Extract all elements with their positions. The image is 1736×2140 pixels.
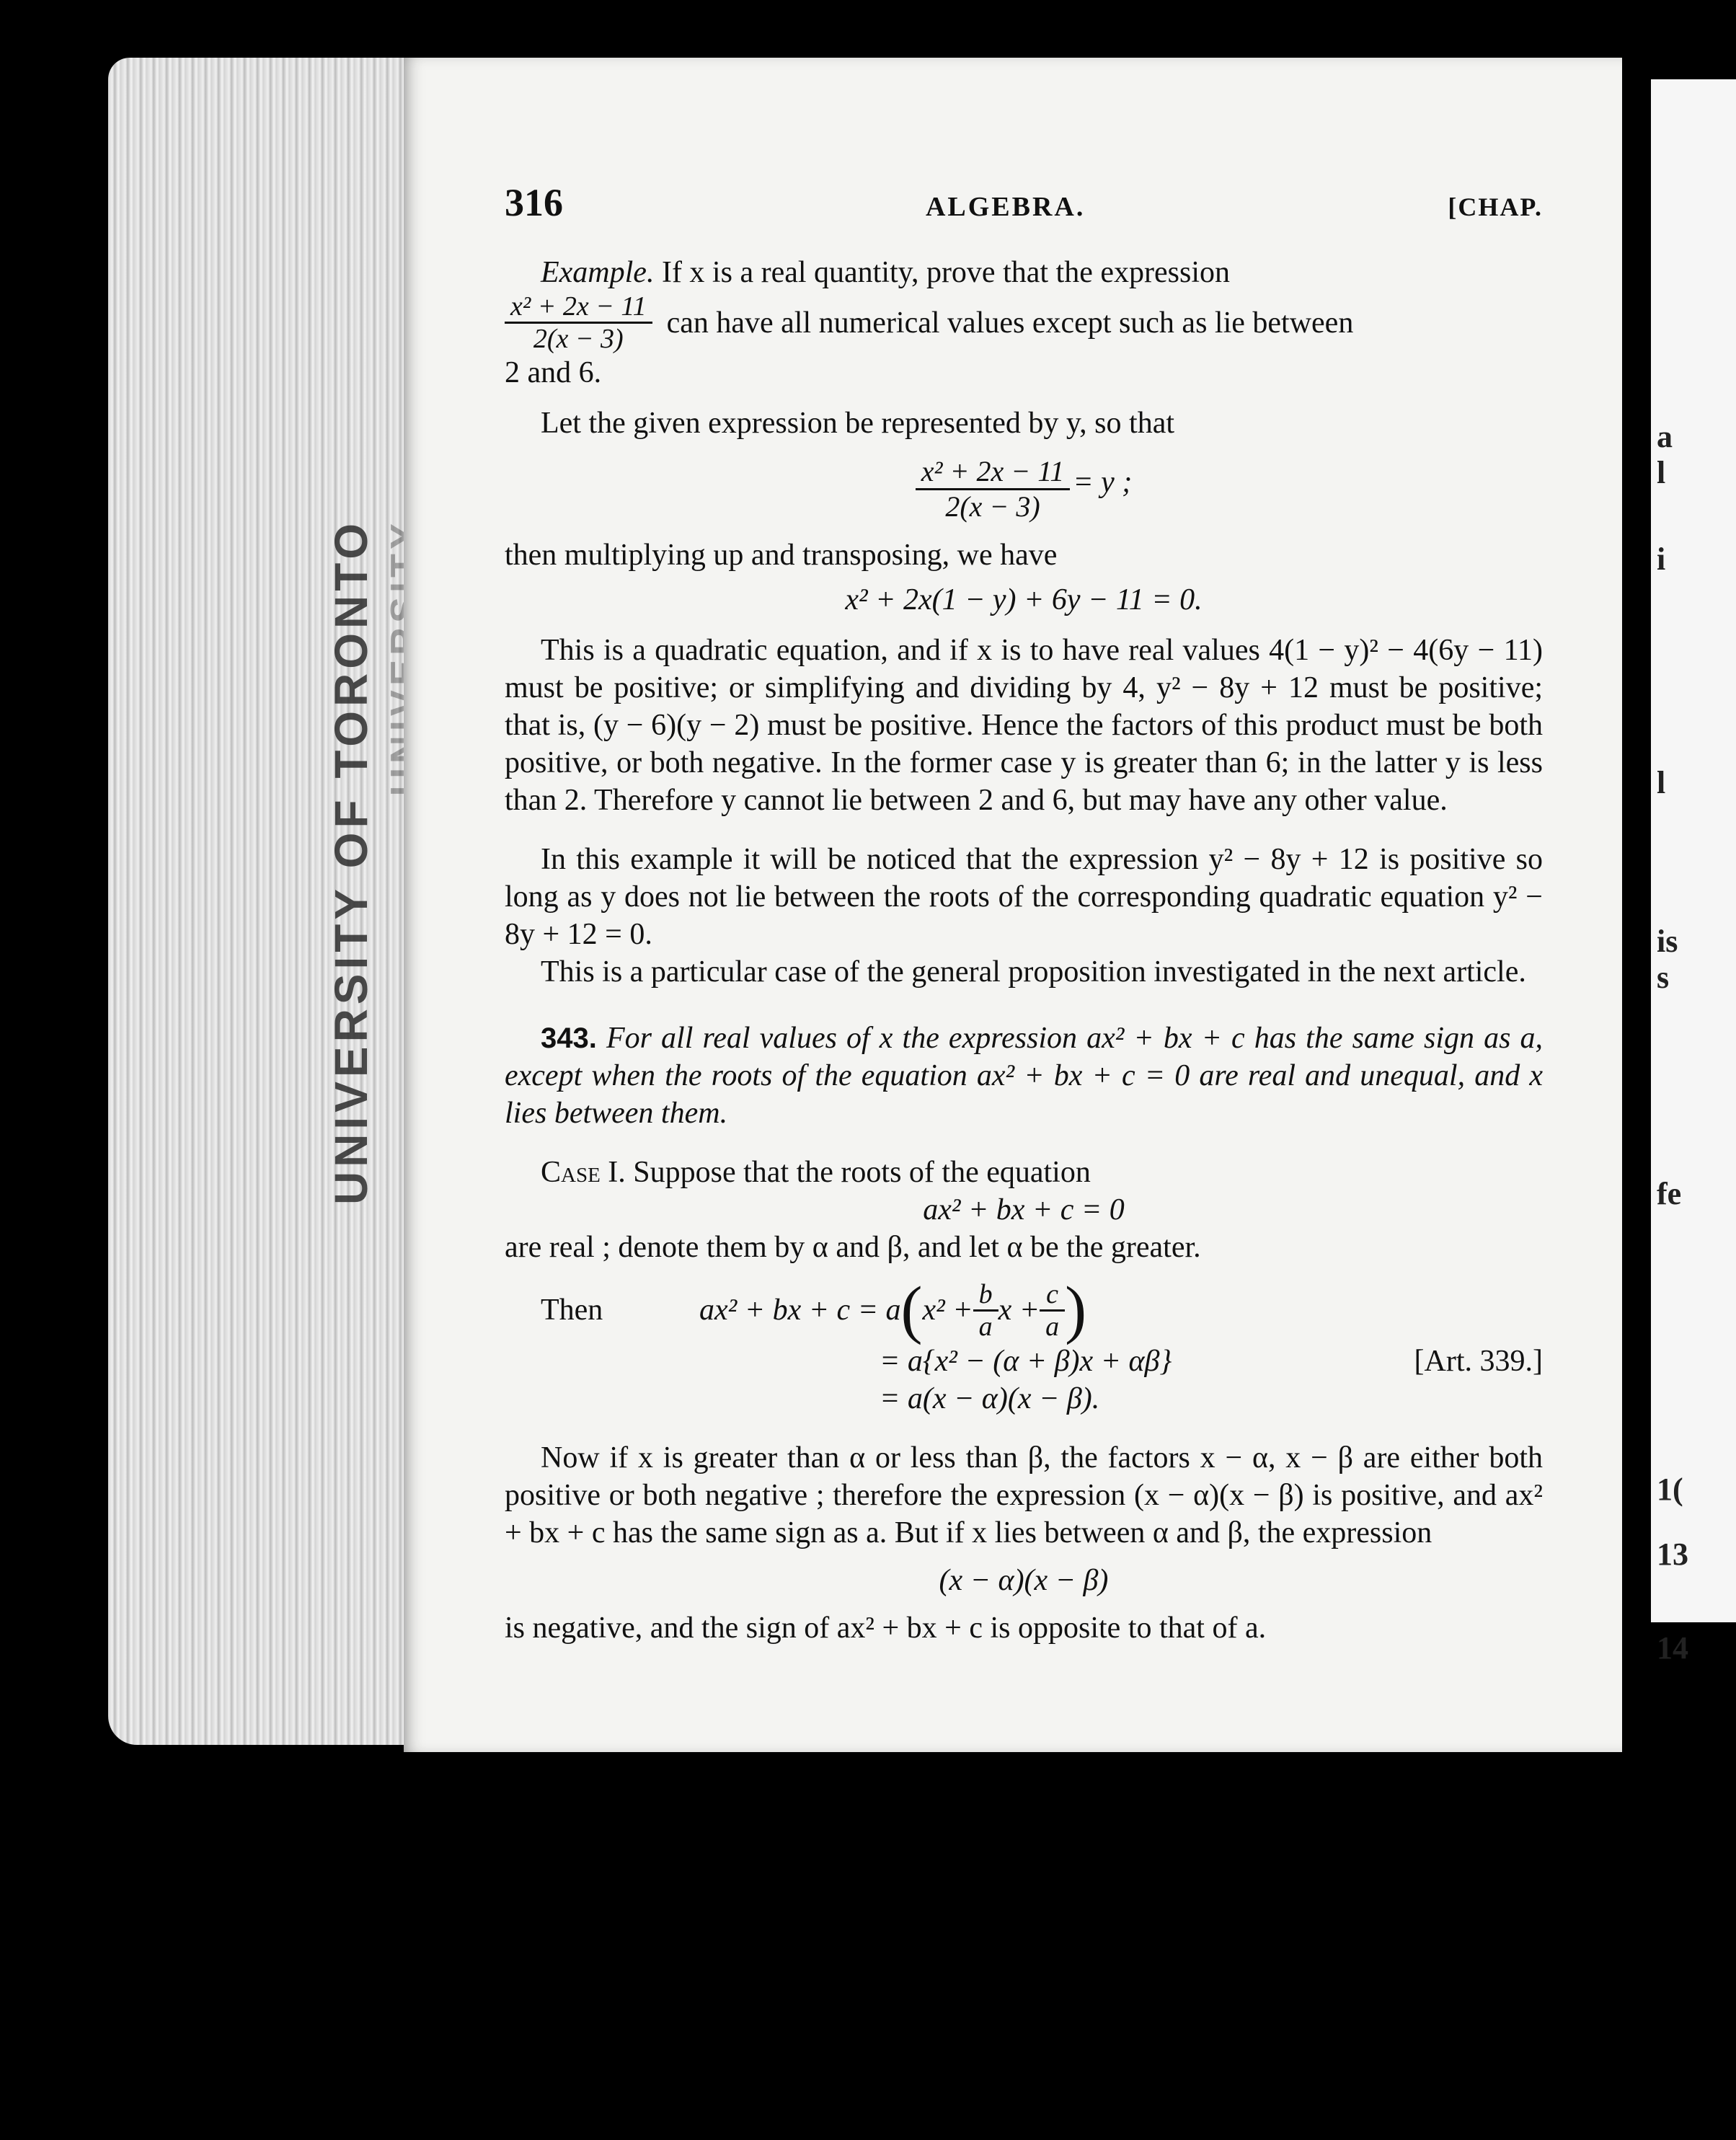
paragraph-3: This is a quadratic equation, and if x is to have real values 4(1 − y)² − 4(6y − 11) must be positive; or simplifying and dividing by 4, y² − 8y + 12 must be positive; that is, (y − 6)(y − 2) must be positive. Hence the factors of this product must be both positive, or both negative. In the former case y is greater than 6; in the latter y is less than 2. Therefore y cannot lie between 2 and 6, but may have any other value. <box>505 634 1543 817</box>
case-1-label: Case I. <box>541 1156 626 1189</box>
book-page-edges <box>108 58 404 1745</box>
article-343 <box>505 1020 1543 1132</box>
case-1 <box>505 1154 1543 1191</box>
paragraph-7: Now if x is greater than α or less than β, the factors x − α, x − β are either both positive or both negative ; therefore the expression (x − α)(x − β) is positive, and ax² + bx + c has the same sign as a. But if x lies between α and β, the expression <box>505 1441 1543 1549</box>
fraction-c-over-a <box>1040 1279 1065 1342</box>
chapter-marker: [CHAP. <box>1448 193 1543 221</box>
facing-page-letter: l <box>1657 455 1666 490</box>
then-derivation-line-3: = a(x − α)(x − β). <box>880 1382 1100 1415</box>
page-content <box>505 180 1543 1647</box>
fraction-b-denominator: a <box>978 1311 993 1342</box>
equation-1-fraction <box>916 455 1071 523</box>
equation-1 <box>505 455 1543 523</box>
paragraph-1: Let the given expression be represented by y, so that <box>541 407 1175 440</box>
article-number: 343. <box>541 1022 597 1054</box>
facing-page-letter: 1( <box>1657 1472 1683 1507</box>
example-end: 2 and 6. <box>505 356 602 389</box>
left-paren: ( <box>900 1274 923 1345</box>
case-1-text: Suppose that the roots of the equation <box>633 1156 1091 1189</box>
then-line-2: = a{x² − (α + β)x + αβ} <box>880 1345 1172 1378</box>
right-paren: ) <box>1065 1274 1087 1345</box>
then-x2: x² + <box>922 1294 973 1327</box>
paragraph-8: is negative, and the sign of ax² + bx + c is opposite to that of a. <box>505 1611 1267 1645</box>
then-derivation-line-2 <box>880 1343 1543 1380</box>
equation-4: (x − α)(x − β) <box>939 1564 1109 1597</box>
example-statement <box>505 254 1543 392</box>
example-fraction-denominator: 2(x − 3) <box>533 324 624 354</box>
facing-page-fragment <box>1651 79 1736 1666</box>
equation-1-denominator: 2(x − 3) <box>945 490 1040 523</box>
example-fraction-numerator: x² + 2x − 11 <box>505 291 652 324</box>
facing-page-letter: fe <box>1657 1176 1682 1211</box>
book-page <box>404 58 1622 1752</box>
fraction-c-numerator: c <box>1040 1279 1065 1312</box>
equation-1-rhs: = y ; <box>1073 466 1133 500</box>
page-number: 316 <box>505 181 563 224</box>
paragraph-5: This is a particular case of the general proposition investigated in the next article. <box>541 955 1526 989</box>
then-label: Then <box>541 1294 603 1327</box>
fraction-c-denominator: a <box>1045 1311 1060 1342</box>
edge-print-1: UNIVERSITY OF TORONTO <box>325 519 377 1205</box>
example-tail: can have all numerical values except such as lie between <box>666 306 1354 340</box>
then-lhs: ax² + bx + c = a <box>699 1294 901 1327</box>
equation-1-numerator: x² + 2x − 11 <box>916 455 1071 490</box>
facing-page-letter: l <box>1657 765 1666 800</box>
facing-page-letter: is <box>1657 924 1678 959</box>
paragraph-2: then multiplying up and transposing, we have <box>505 539 1058 572</box>
paragraph-4: In this example it will be noticed that the expression y² − 8y + 12 is positive so long as y does not lie between the roots of the corresponding quadratic equation y² − 8y + 12 = 0. <box>505 843 1543 951</box>
example-lead: If x is a real quantity, prove that the expression <box>661 256 1230 289</box>
paragraph-6: are real ; denote them by α and β, and let α be the greater. <box>505 1231 1201 1264</box>
example-fraction <box>505 291 652 354</box>
then-derivation-line-1 <box>541 1274 1543 1345</box>
facing-page-letter: a <box>1657 419 1673 454</box>
fraction-b-over-a <box>973 1279 998 1342</box>
running-header <box>505 180 1543 225</box>
facing-page-letter: 13 <box>1657 1537 1688 1572</box>
example-label: Example. <box>541 256 655 289</box>
article-statement: For all real values of x the expression ax² + bx + c has the same sign as a, except when the roots of the equation ax² + bx + c = 0 are real and unequal, and x lies between them. <box>505 1022 1544 1130</box>
article-reference: [Art. 339.] <box>1414 1345 1543 1378</box>
fraction-b-numerator: b <box>973 1279 998 1312</box>
equation-2: x² + 2x(1 − y) + 6y − 11 = 0. <box>845 583 1203 616</box>
equation-3: ax² + bx + c = 0 <box>923 1193 1125 1226</box>
then-mid: x + <box>998 1294 1040 1327</box>
facing-page-letter: s <box>1657 960 1670 995</box>
facing-page-letter: 14 <box>1657 1630 1688 1666</box>
facing-page-letter: i <box>1657 541 1666 577</box>
running-title: ALGEBRA. <box>925 192 1086 222</box>
